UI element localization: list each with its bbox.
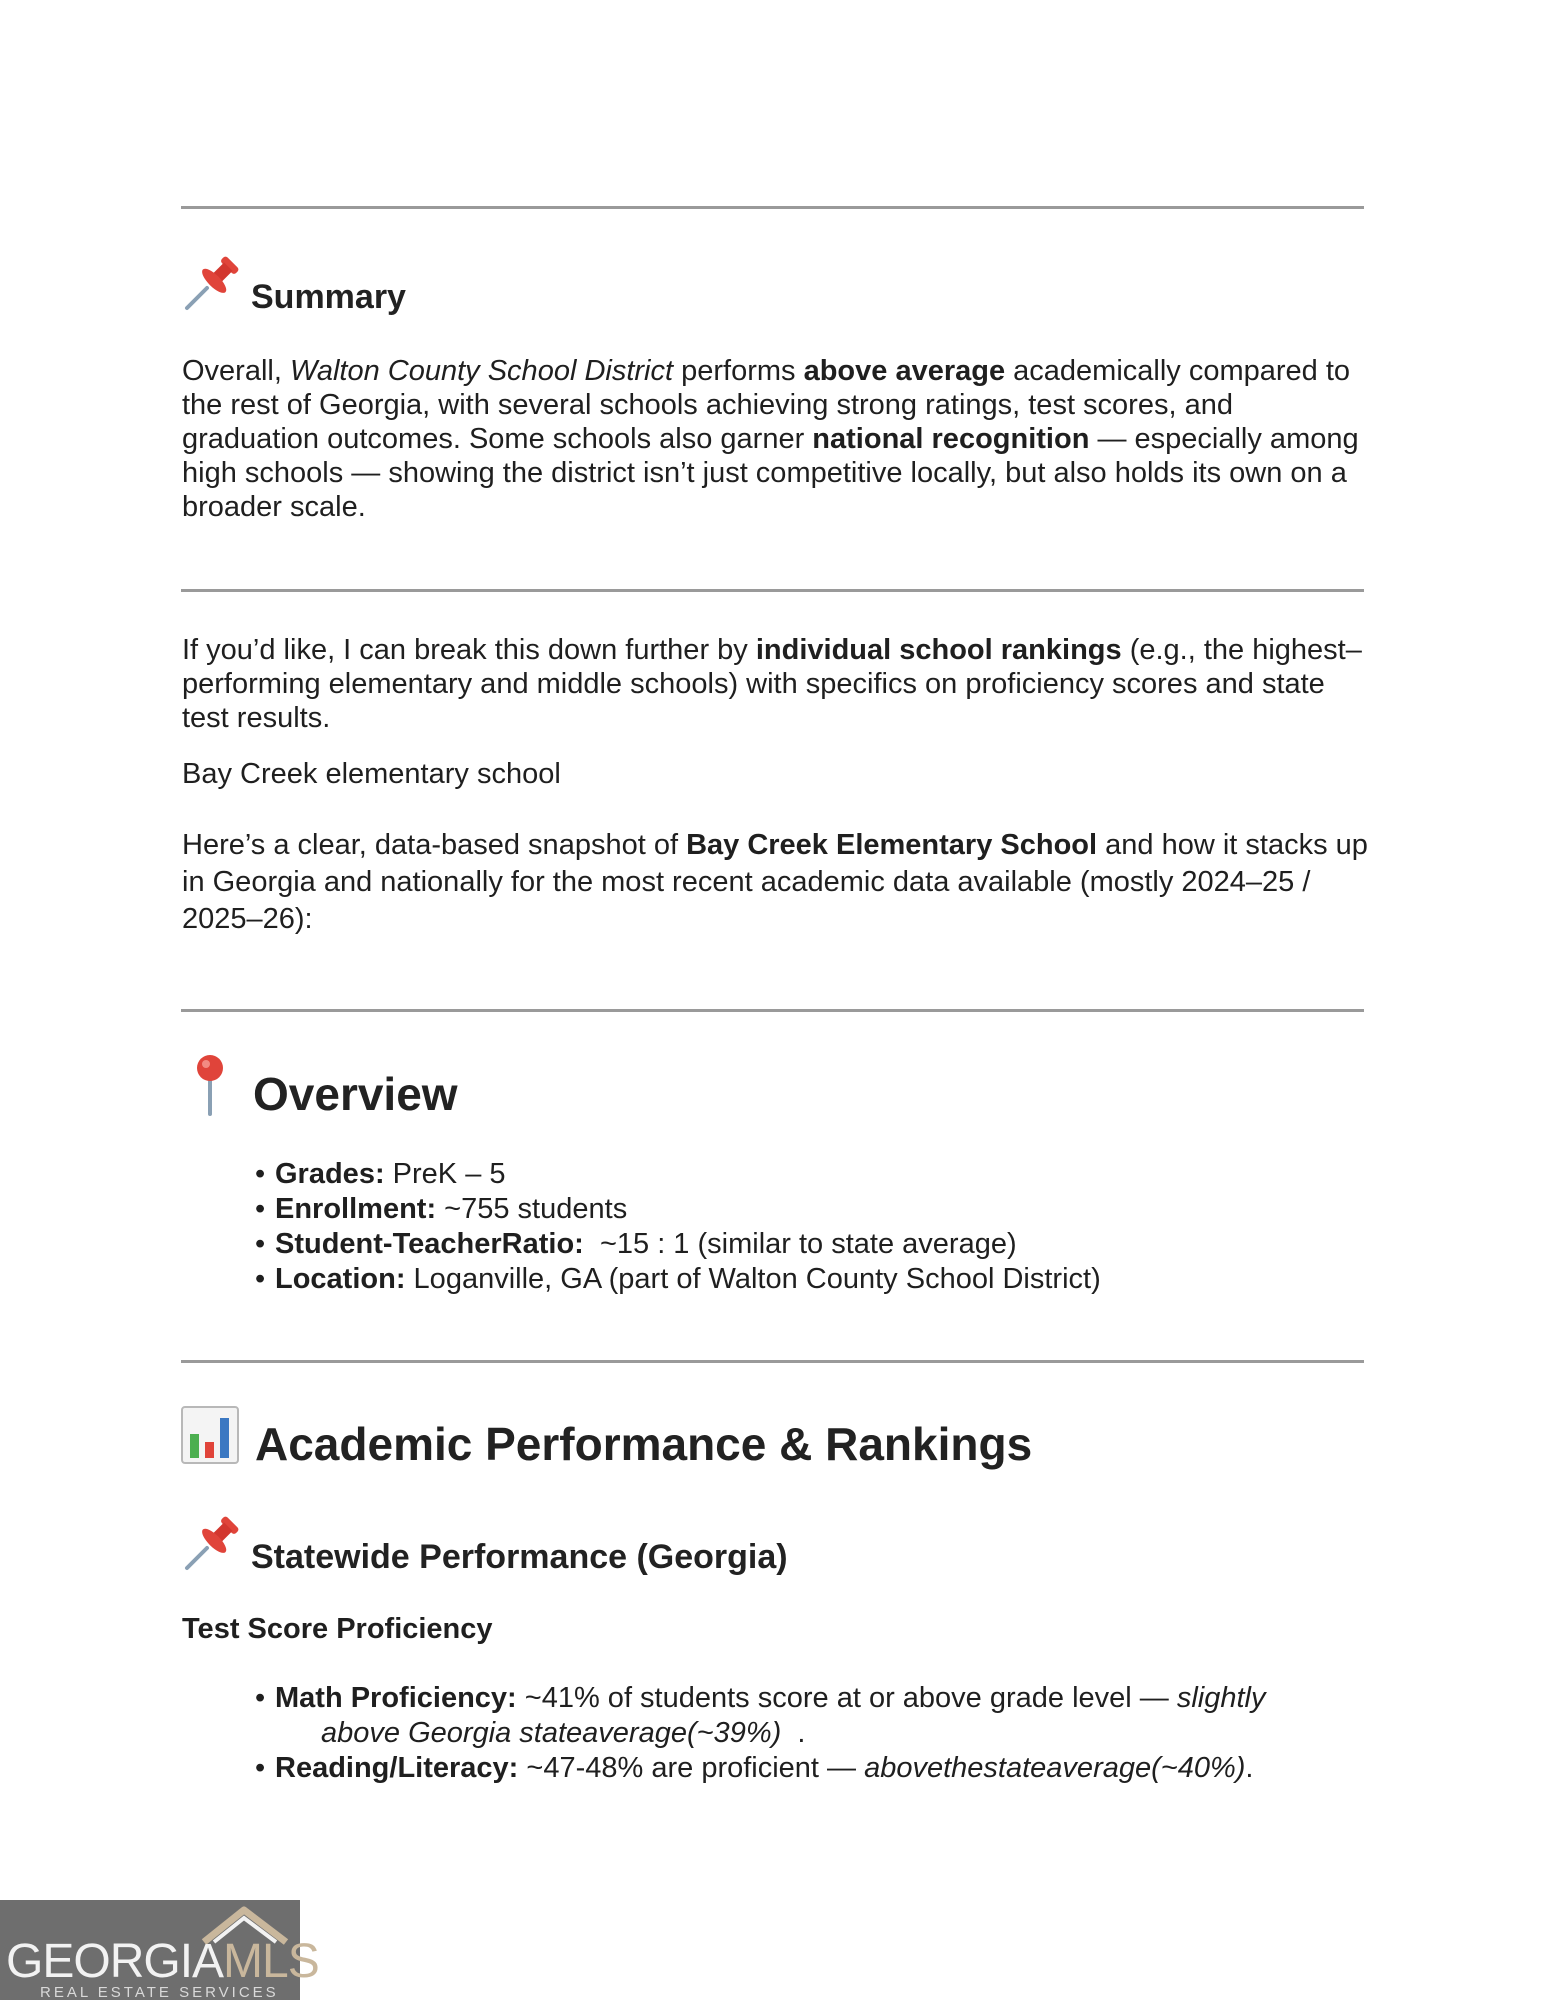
query-text: Bay Creek elementary school <box>182 758 561 790</box>
divider <box>181 1009 1364 1012</box>
text-run: . <box>781 1717 806 1749</box>
emphasis: above average <box>803 355 1006 387</box>
list-item <box>255 1157 1375 1192</box>
list-item <box>255 1751 1375 1786</box>
bar-chart-icon <box>181 1406 241 1471</box>
item-value: PreK – 5 <box>384 1158 506 1190</box>
list-item-continuation <box>275 1716 1375 1751</box>
list-item <box>255 1192 1375 1227</box>
academic-heading <box>181 1406 1032 1471</box>
list-item <box>255 1681 1375 1751</box>
item-note: slightly <box>1176 1682 1266 1714</box>
summary-heading <box>181 252 406 319</box>
text-run: Overall, <box>182 355 290 387</box>
item-value: ~41% of students score at or above grade level — <box>516 1682 1177 1714</box>
item-value: ~755 students <box>436 1193 628 1225</box>
emphasis: national recognition <box>812 423 1090 455</box>
overview-title: Overview <box>253 1068 458 1120</box>
item-label: Math Proficiency: <box>275 1682 517 1714</box>
text-run: . <box>1245 1752 1254 1784</box>
list-item <box>255 1227 1375 1262</box>
snapshot-intro <box>182 827 1372 938</box>
divider <box>181 1360 1364 1363</box>
item-label: Grades: <box>275 1158 385 1190</box>
summary-title: Summary <box>251 278 406 316</box>
pushpin-icon <box>181 1512 243 1579</box>
item-label: Location: <box>275 1263 406 1295</box>
academic-title: Academic Performance & Rankings <box>255 1418 1033 1470</box>
statewide-heading <box>181 1512 788 1579</box>
district-name: Walton County School District <box>289 355 674 387</box>
text-run: performs <box>673 355 804 387</box>
overview-list <box>255 1157 1375 1297</box>
item-value: ~15 : 1 (similar to state average) <box>583 1228 1017 1260</box>
georgia-mls-logo <box>0 1900 319 2001</box>
item-value: ~47-48% are proficient — <box>518 1752 865 1784</box>
text-run: — especially among high schools — showing the district isn’t just competitive locally, but also holds its own on a broader scale. <box>182 423 1359 523</box>
logo-text: GEORGIA <box>6 1935 224 1988</box>
statewide-title: Statewide Performance (Georgia) <box>251 1538 788 1576</box>
item-note: abovethestateaverage(~40%) <box>864 1752 1246 1784</box>
overview-heading <box>181 1054 458 1121</box>
proficiency-list <box>255 1681 1375 1786</box>
round-pushpin-icon <box>181 1054 241 1121</box>
text-run: If you’d like, I can break this down further by <box>182 634 756 666</box>
item-label: Reading/Literacy: <box>275 1752 519 1784</box>
item-value: Loganville, GA (part of Walton County School District) <box>405 1263 1101 1295</box>
followup-paragraph <box>182 633 1372 735</box>
pushpin-icon <box>181 252 243 319</box>
test-score-heading: Test Score Proficiency <box>182 1613 493 1645</box>
emphasis: individual school rankings <box>755 634 1122 666</box>
divider <box>181 589 1364 592</box>
list-item <box>255 1262 1375 1297</box>
text-run: Here’s a clear, data-based snapshot of <box>182 829 687 861</box>
text-run: academically compared to the rest of Georgia, with several schools achieving strong ratings, test scores, and graduation outcomes. Some schools also garner <box>182 355 1351 455</box>
logo-subtitle: REAL ESTATE SERVICES <box>40 1984 279 2001</box>
divider <box>181 206 1364 209</box>
logo-wordmark <box>6 1934 319 1989</box>
logo-text: MLS <box>223 1935 319 1988</box>
text-run: and how it stacks up in Georgia and nationally for the most recent academic data available (mostly 2024–25 / 2025–26): <box>182 829 1368 935</box>
school-name: Bay Creek Elementary School <box>686 829 1098 861</box>
item-note: above Georgia stateaverage(~39%) <box>321 1717 782 1749</box>
text-run: (e.g., the highest–performing elementary and middle schools) with specifics on proficiency scores and state test results. <box>182 634 1362 734</box>
summary-paragraph <box>182 354 1372 524</box>
item-label: Student-TeacherRatio: <box>275 1228 584 1260</box>
item-label: Enrollment: <box>275 1193 437 1225</box>
